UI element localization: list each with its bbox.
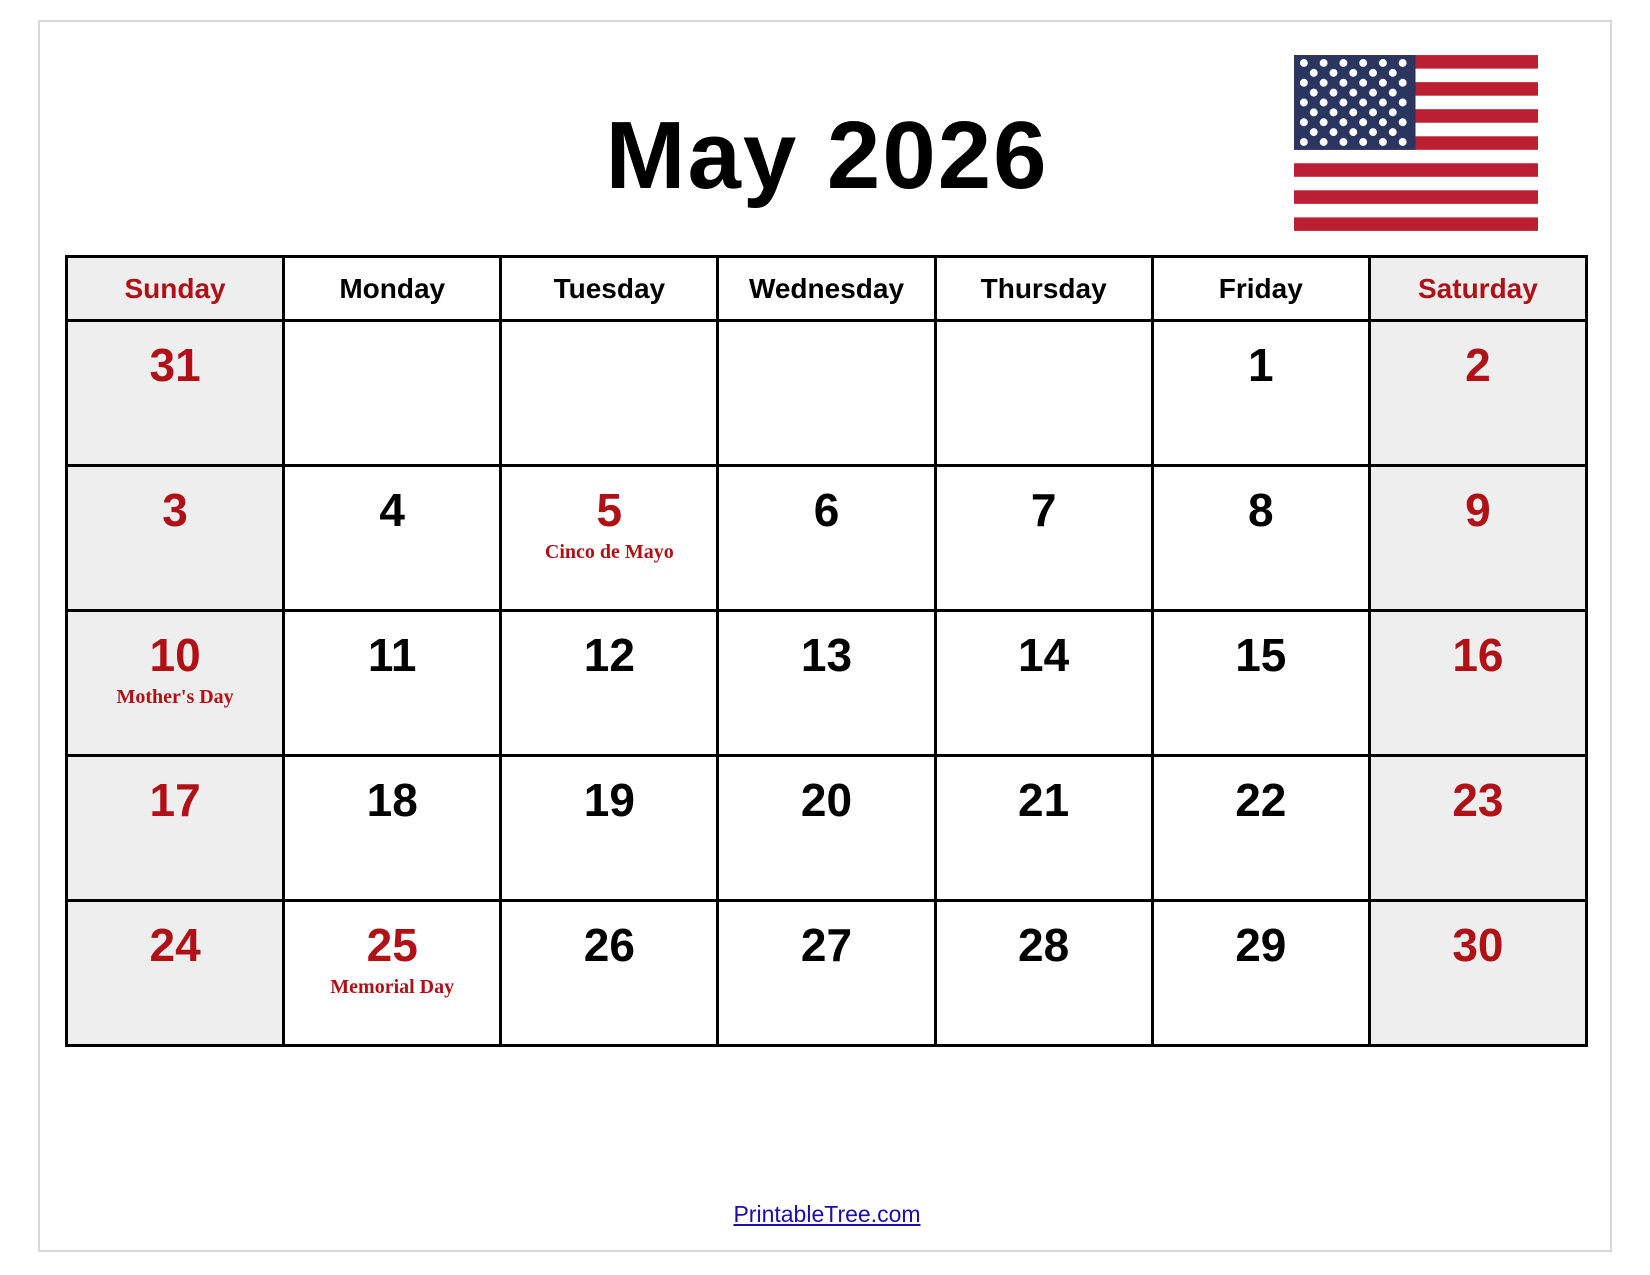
day-number: 18 [366, 774, 418, 826]
day-number: 31 [149, 339, 201, 391]
calendar-day-cell[interactable] [67, 611, 284, 756]
calendar-day-cell[interactable] [1152, 756, 1369, 901]
day-number: 2 [1465, 339, 1491, 391]
calendar-body [67, 321, 1587, 1046]
day-number: 24 [149, 919, 201, 971]
day-number: 14 [1018, 629, 1070, 681]
weekday-header-monday: Monday [284, 257, 501, 321]
calendar-day-cell[interactable] [718, 321, 935, 466]
weekday-header-friday: Friday [1152, 257, 1369, 321]
calendar-day-cell[interactable] [935, 756, 1152, 901]
page-title: May 2026 [605, 102, 1049, 209]
day-number: 12 [583, 629, 635, 681]
day-number: 5 [596, 484, 623, 536]
day-number: 3 [162, 484, 188, 536]
day-number: 19 [583, 774, 635, 826]
calendar-day-cell[interactable] [1369, 611, 1586, 756]
calendar-week-row [67, 901, 1587, 1046]
calendar-day-cell[interactable] [1369, 466, 1586, 611]
weekday-header-saturday: Saturday [1369, 257, 1586, 321]
calendar-day-cell[interactable] [1152, 901, 1369, 1046]
weekday-header-wednesday: Wednesday [718, 257, 935, 321]
calendar-day-cell[interactable] [284, 756, 501, 901]
calendar-day-cell[interactable] [67, 901, 284, 1046]
calendar-day-cell[interactable] [718, 756, 935, 901]
day-number: 13 [800, 629, 853, 681]
day-number: 6 [813, 484, 840, 536]
calendar-day-cell[interactable] [67, 466, 284, 611]
day-number: 22 [1235, 774, 1287, 826]
day-number: 1 [1247, 339, 1274, 391]
weekday-header-tuesday: Tuesday [501, 257, 718, 321]
day-number: 9 [1465, 484, 1491, 536]
calendar-day-cell[interactable] [284, 466, 501, 611]
day-number: 28 [1018, 919, 1070, 971]
calendar-day-cell[interactable] [501, 321, 718, 466]
calendar-day-cell[interactable] [1369, 901, 1586, 1046]
calendar-week-row [67, 756, 1587, 901]
calendar-day-cell[interactable] [1369, 756, 1586, 901]
weekday-header-sunday: Sunday [67, 257, 284, 321]
day-number: 26 [583, 919, 635, 971]
calendar-week-row [67, 466, 1587, 611]
us-flag-icon [1294, 55, 1538, 231]
calendar-day-cell[interactable] [284, 321, 501, 466]
calendar-day-cell[interactable] [67, 321, 284, 466]
holiday-label: Mother's Day [116, 686, 234, 708]
calendar-day-cell[interactable] [718, 466, 935, 611]
calendar-day-cell[interactable] [1152, 466, 1369, 611]
weekday-header-thursday: Thursday [935, 257, 1152, 321]
calendar-day-cell[interactable] [718, 901, 935, 1046]
calendar-day-cell[interactable] [501, 611, 718, 756]
day-number: 16 [1452, 629, 1504, 681]
day-number: 4 [379, 484, 405, 536]
day-number: 25 [366, 919, 418, 971]
holiday-label: Cinco de Mayo [544, 541, 674, 563]
footer [40, 1201, 1614, 1228]
holiday-label: Memorial Day [330, 976, 455, 998]
day-number: 27 [800, 919, 853, 971]
calendar-day-cell[interactable] [935, 466, 1152, 611]
day-number: 20 [800, 774, 853, 826]
day-number: 10 [149, 629, 201, 681]
calendar-week-row [67, 611, 1587, 756]
calendar-day-cell[interactable] [284, 611, 501, 756]
calendar-day-cell[interactable] [935, 901, 1152, 1046]
day-number: 7 [1030, 484, 1057, 536]
calendar-week-row [67, 321, 1587, 466]
calendar-day-cell[interactable] [1369, 321, 1586, 466]
calendar-day-cell[interactable] [935, 321, 1152, 466]
calendar-day-cell[interactable] [284, 901, 501, 1046]
calendar-day-cell[interactable] [718, 611, 935, 756]
calendar-day-cell[interactable] [501, 466, 718, 611]
calendar-day-cell[interactable] [1152, 611, 1369, 756]
calendar-day-cell[interactable] [67, 756, 284, 901]
weekday-header-row [67, 257, 1587, 321]
day-number: 21 [1018, 774, 1070, 826]
calendar-day-cell[interactable] [1152, 321, 1369, 466]
day-number: 11 [367, 629, 417, 681]
month-grid [65, 255, 1588, 1047]
calendar-day-cell[interactable] [501, 901, 718, 1046]
calendar-day-cell[interactable] [501, 756, 718, 901]
day-number: 8 [1247, 484, 1274, 536]
day-number: 29 [1235, 919, 1287, 971]
day-number: 30 [1452, 919, 1504, 971]
printabletree-link[interactable]: PrintableTree.com [733, 1201, 921, 1227]
day-number: 17 [149, 774, 201, 826]
day-number: 15 [1235, 629, 1287, 681]
day-number: 23 [1452, 774, 1504, 826]
calendar-day-cell[interactable] [935, 611, 1152, 756]
calendar-sheet [38, 20, 1612, 1252]
